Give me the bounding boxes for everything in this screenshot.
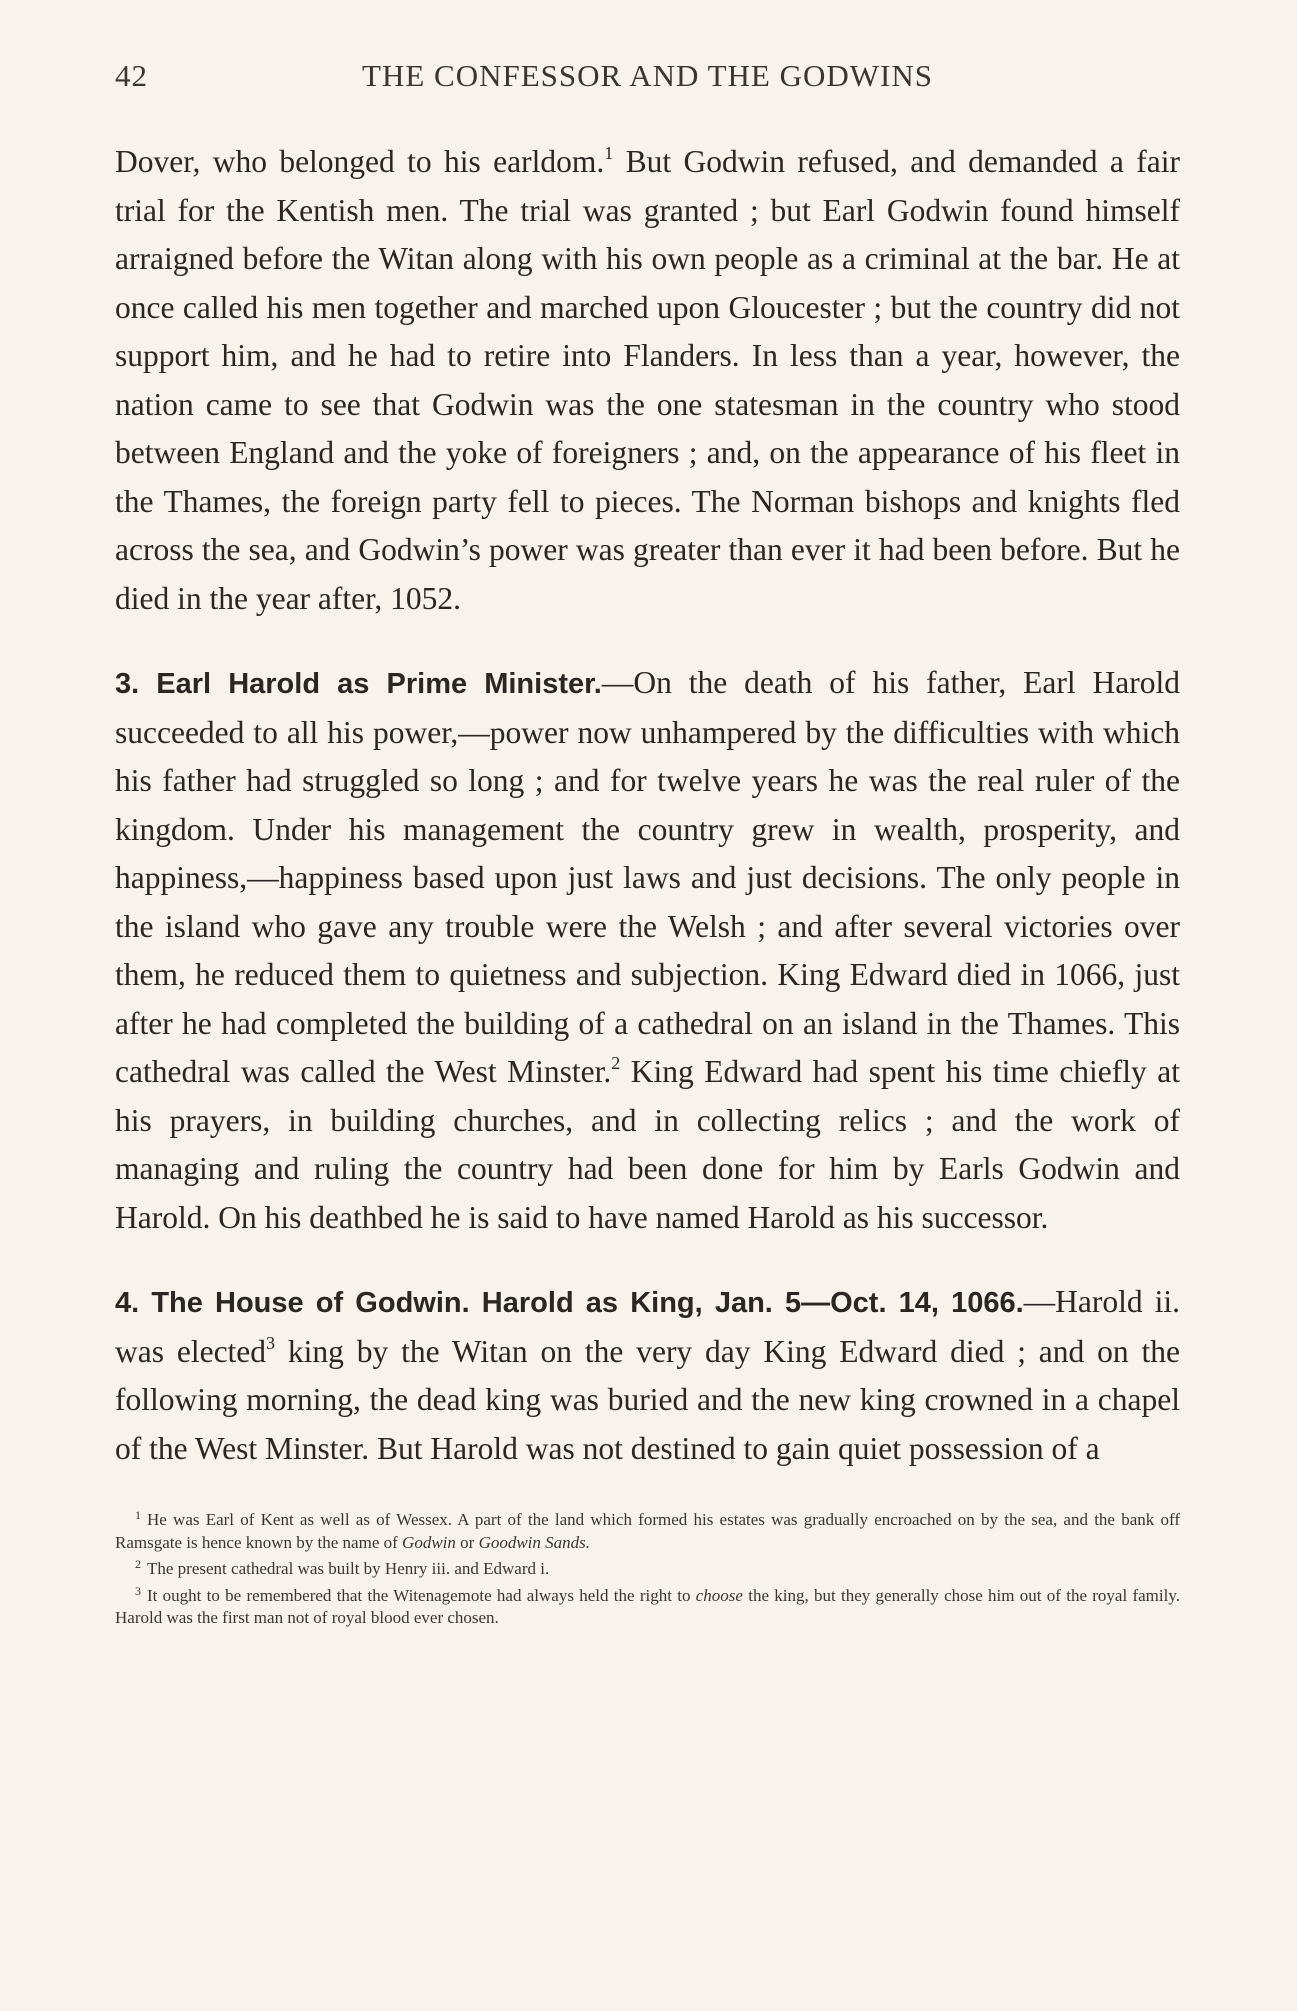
- paragraph-text: Dover, who belonged to his earldom.: [115, 144, 605, 179]
- book-page: [115, 58, 1180, 1634]
- page-number: 42: [115, 58, 148, 93]
- footnote-number: 2: [135, 1557, 141, 1571]
- footnote-ref-1: 1: [604, 143, 614, 163]
- section-3: [115, 659, 1180, 1242]
- footnote-italic: choose: [695, 1585, 743, 1605]
- footnote-text: He was Earl of Kent as well as of Wessex. A part of the land which formed his estates was gradually encroached on by the sea, and the bank off Ramsgate is hence known by the name of: [115, 1510, 1180, 1552]
- section-heading: 4. The House of Godwin. Harold as King, Jan. 5—Oct. 14, 1066.: [115, 1287, 1024, 1319]
- footnote-2: [115, 1558, 1180, 1581]
- footnote-text: The present cathedral was built by Henry iii. and Edward i.: [147, 1559, 550, 1578]
- running-title: THE CONFESSOR AND THE GODWINS: [362, 58, 933, 93]
- main-text: [115, 138, 1180, 1473]
- footnote-1: [115, 1509, 1180, 1554]
- page-header: [115, 58, 1180, 108]
- paragraph-text: —Harold ii. was elected: [115, 1284, 1180, 1369]
- footnote-text: the king, but they generally chose him out of the royal family. Harold was the first man not of royal blood ever chosen.: [115, 1585, 1180, 1627]
- paragraph-continuation: [115, 138, 1180, 623]
- footnote-ref-3: 3: [266, 1332, 276, 1353]
- footnote-ref-2: 2: [611, 1053, 621, 1073]
- paragraph-text: King Edward had spent his time chiefly at his prayers, in building churches, and in collecting relics ; and the work of managing and ruling the country had been done for him by Earls Godwin and Harold. On his deathbed he is said to have named Harold as his successor.: [115, 1054, 1180, 1235]
- paragraph-text: —On the death of his father, Earl Harold succeeded to all his power,—power now unhampered by the difficulties with which his father had struggled so long ; and for twelve years he was the real ruler of the kingdom. Under his management the country grew in wealth, prosperity, and happiness,—happiness based upon just laws and just decisions. The only people in the island who gave any trouble were the Welsh ; and after several victories over them, he reduced them to quietness and subjection. King Edward died in 1066, just after he had completed the building of a cathedral on an island in the Thames. This cathedral was called the West Minster.: [115, 665, 1180, 1089]
- footnote-text: or: [455, 1532, 479, 1552]
- section-heading: 3. Earl Harold as Prime Minister.: [115, 668, 602, 700]
- footnote-text: It ought to be remembered that the Witenagemote had always held the right to: [147, 1585, 696, 1605]
- paragraph-text: But Godwin refused, and demanded a fair trial for the Kentish men. The trial was granted ; but Earl Godwin found himself arraigned before the Witan along with his own people as a criminal at the bar. He at once called his men together and marched upon Gloucester ; but the country did not support him, and he had to retire into Flanders. In less than a year, however, the nation came to see that Godwin was the one statesman in the country who stood between England and the yoke of foreigners ; and, on the appearance of his fleet in the Thames, the foreign party fell to pieces. The Norman bishops and knights fled across the sea, and Godwin’s power was greater than ever it had been before. But he died in the year after, 1052.: [115, 144, 1180, 616]
- footnote-3: [115, 1585, 1180, 1630]
- footnote-italic: Godwin: [402, 1532, 456, 1552]
- footnote-number: 1: [135, 1508, 141, 1522]
- footnote-italic: Goodwin Sands.: [478, 1532, 591, 1552]
- footnote-number: 3: [135, 1583, 141, 1598]
- section-4: [115, 1278, 1180, 1473]
- paragraph-text: king by the Witan on the very day King Edward died ; and on the following morning, the dead king was buried and the new king crowned in a chapel of the West Minster. But Harold was not destined to gain quiet possession of a: [115, 1333, 1181, 1466]
- footnotes: [115, 1509, 1180, 1630]
